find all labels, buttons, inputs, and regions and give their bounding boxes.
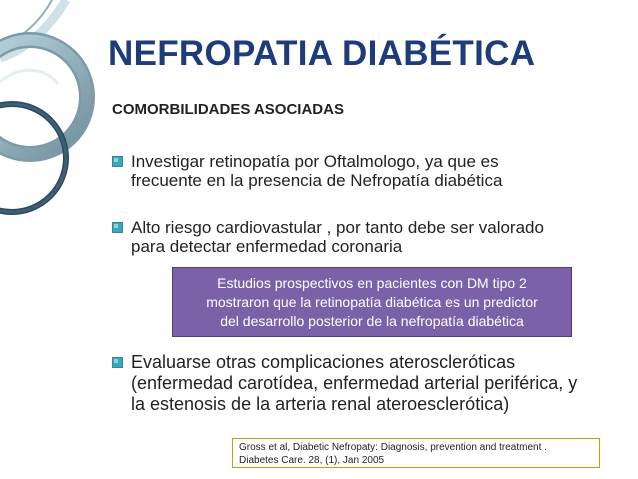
callout-line: Estudios prospectivos en pacientes con DM tipo 2 — [217, 275, 527, 291]
bullet-line: Evaluarse otras complicaciones ateroscleróticas — [131, 352, 516, 372]
bullet-line: frecuente en la presencia de Nefropatía diabética — [131, 171, 503, 190]
citation-box — [232, 438, 600, 468]
square-bullet-icon — [112, 156, 123, 167]
bullet-item-atherosclerotic — [112, 352, 632, 415]
slide-title: NEFROPATIA DIABÉTICA — [108, 34, 536, 73]
callout-line: mostraron que la retinopatía diabética es un predictor — [206, 294, 538, 310]
square-bullet-icon — [112, 357, 123, 368]
section-subtitle: COMORBILIDADES ASOCIADAS — [112, 101, 344, 118]
bullet-line: la estenosis de la arteria renal ateroesclerótica) — [131, 394, 510, 414]
square-bullet-icon — [112, 222, 123, 233]
callout-line: del desarrollo posterior de la nefropatía diabética — [220, 313, 524, 329]
bullet-line: para detectar enfermedad coronaria — [131, 237, 403, 256]
callout-box — [172, 267, 572, 337]
bullet-line: (enfermedad carotídea, enfermedad arterial periférica, y — [131, 373, 578, 393]
bullet-item-cardiovascular — [112, 218, 632, 256]
bullet-line: Alto riesgo cardiovastular , por tanto debe ser valorado — [131, 218, 544, 237]
citation-line: Diabetes Care. 28, (1), Jan 2005 — [239, 455, 385, 466]
citation-line: Gross et al, Diabetic Nefropaty: Diagnosis, prevention and treatment . — [239, 442, 547, 453]
bullet-item-retinopathy — [112, 152, 632, 190]
bullet-line: Investigar retinopatía por Oftalmologo, ya que es — [131, 152, 499, 171]
